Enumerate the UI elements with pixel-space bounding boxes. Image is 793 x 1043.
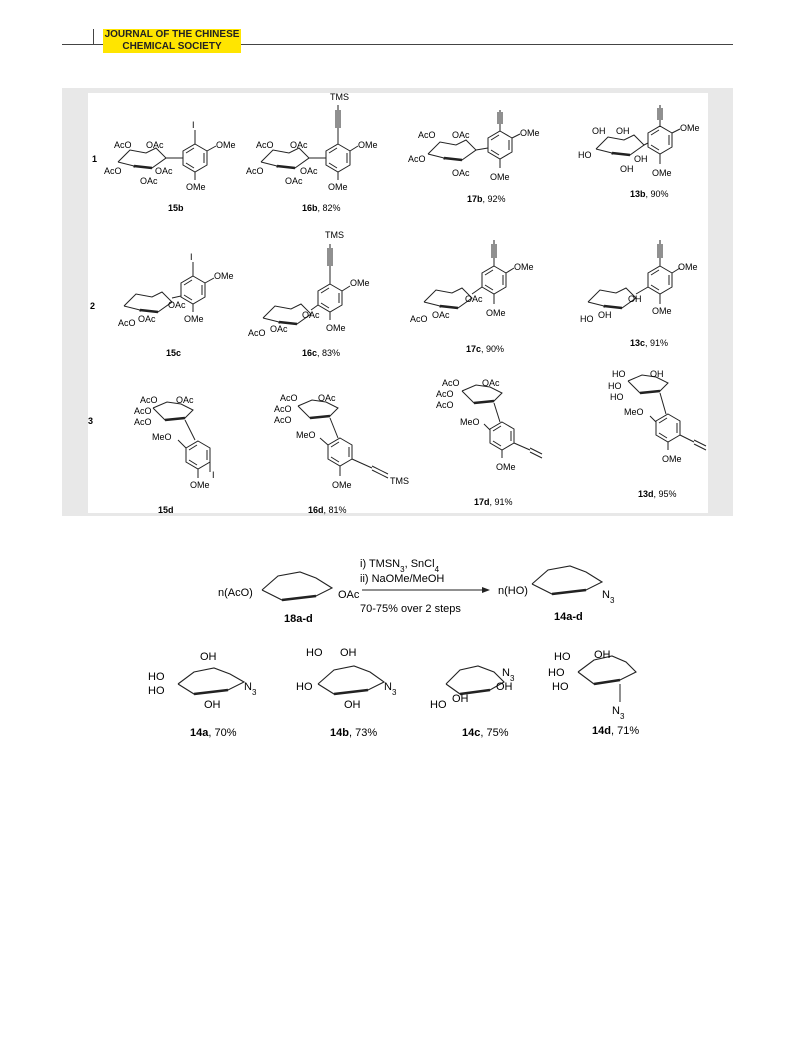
label-OAc: OAc <box>168 300 186 310</box>
compound-15b <box>104 120 236 213</box>
compound-label-14b: 14b, 73% <box>330 727 378 739</box>
label-OAc: OAc <box>302 310 320 320</box>
label-OH: OH <box>616 126 630 136</box>
label-HO: HO <box>554 651 571 663</box>
label-OMe: OMe <box>652 168 672 178</box>
label-TMS: TMS <box>390 476 409 486</box>
compound-label-15c: 15c <box>166 348 182 358</box>
label-OH: OH <box>650 369 664 379</box>
label-HO: HO <box>552 681 569 693</box>
label-OMe: OMe <box>680 123 700 133</box>
label-HO: HO <box>306 647 323 659</box>
label-OMe: OMe <box>350 278 370 288</box>
label-AcO: AcO <box>274 415 292 425</box>
compound-label-17c: 17c, 90% <box>466 344 505 354</box>
reactant-left-group: n(AcO) <box>218 587 253 599</box>
label-OMe: OMe <box>520 128 540 138</box>
product-label: 14a-d <box>554 611 583 623</box>
compound-label-16d: 16d, 81% <box>308 505 347 515</box>
azide-n3: $N_3$ <box>612 705 625 721</box>
label-HO: HO <box>148 671 165 683</box>
label-AcO: AcO <box>436 400 454 410</box>
compound-16c <box>248 230 370 358</box>
label-AcO: AcO <box>134 406 152 416</box>
label-OH: OH <box>634 154 648 164</box>
label-OAc: OAc <box>452 130 470 140</box>
label-OMe: OMe <box>514 262 534 272</box>
label-AcO: AcO <box>104 166 122 176</box>
reactant-label: 18a-d <box>284 613 313 625</box>
label-MeO: MeO <box>460 417 480 427</box>
label-I: I <box>190 252 193 262</box>
compound-16d <box>274 393 409 515</box>
label-OH: OH <box>620 164 634 174</box>
label-AcO: AcO <box>280 393 298 403</box>
label-OMe: OMe <box>358 140 378 150</box>
label-OAc: OAc <box>138 314 156 324</box>
label-HO: HO <box>612 369 626 379</box>
label-OAc: OAc <box>452 168 470 178</box>
row-number-2: 2 <box>90 301 96 311</box>
compound-label-14a: 14a, 70% <box>190 727 237 739</box>
azide-n3: $N_3$ <box>502 667 515 683</box>
label-OMe: OMe <box>678 262 698 272</box>
label-OAc: OAc <box>318 393 336 403</box>
compound-label-15b: 15b <box>168 203 184 213</box>
label-AcO: AcO <box>256 140 274 150</box>
label-OAc: OAc <box>465 294 483 304</box>
label-OAc: OAc <box>140 176 158 186</box>
compound-label-17d: 17d, 91% <box>474 497 513 507</box>
label-OH: OH <box>592 126 606 136</box>
azide-14a <box>148 651 257 739</box>
label-OAc: OAc <box>482 378 500 388</box>
label-HO: HO <box>578 150 592 160</box>
label-OH: OH <box>344 699 361 711</box>
label-HO: HO <box>608 381 622 391</box>
compound-17b <box>408 110 540 204</box>
label-OH: OH <box>628 294 642 304</box>
label-OMe: OMe <box>216 140 236 150</box>
label-MeO: MeO <box>152 432 172 442</box>
compound-17c <box>410 240 534 354</box>
label-OMe: OMe <box>214 271 234 281</box>
label-AcO: AcO <box>410 314 428 324</box>
conditions-step1: i) $TMSN_3$, SnCl$_4$ <box>360 558 440 574</box>
label-HO: HO <box>548 667 565 679</box>
label-OAc: OAc <box>285 176 303 186</box>
journal-title-line1: JOURNAL OF THE CHINESE <box>104 29 240 40</box>
label-AcO: AcO <box>442 378 460 388</box>
compound-label-13c: 13c, 91% <box>630 338 669 348</box>
label-OAc: OAc <box>432 310 450 320</box>
row-number-1: 1 <box>92 154 98 164</box>
compound-15c <box>118 252 234 358</box>
label-AcO: AcO <box>114 140 132 150</box>
product-left-group: n(HO) <box>498 585 528 597</box>
label-OMe: OMe <box>490 172 510 182</box>
label-AcO: AcO <box>274 404 292 414</box>
label-OAc: OAc <box>300 166 318 176</box>
label-HO: HO <box>296 681 313 693</box>
label-HO: HO <box>430 699 447 711</box>
label-MeO: MeO <box>296 430 316 440</box>
label-OMe: OMe <box>184 314 204 324</box>
azide-14c <box>430 666 515 739</box>
compound-label-14c: 14c, 75% <box>462 727 509 739</box>
label-I: I <box>212 470 215 480</box>
compound-label-15d: 15d <box>158 505 174 515</box>
label-OMe: OMe <box>486 308 506 318</box>
label-OH: OH <box>340 647 357 659</box>
azide-n3: $N_3$ <box>244 681 257 697</box>
compound-13d <box>608 369 706 499</box>
label-TMS: TMS <box>330 92 349 102</box>
label-OAc: OAc <box>146 140 164 150</box>
label-OH: OH <box>204 699 221 711</box>
label-HO: HO <box>580 314 594 324</box>
compound-label-16c: 16c, 83% <box>302 348 341 358</box>
label-OMe: OMe <box>186 182 206 192</box>
azide-14b <box>296 647 397 739</box>
label-TMS: TMS <box>325 230 344 240</box>
label-MeO: MeO <box>624 407 644 417</box>
label-AcO: AcO <box>140 395 158 405</box>
reaction-arrow <box>360 558 490 615</box>
label-OH: OH <box>496 681 513 693</box>
product-14a-d <box>498 566 615 623</box>
label-OMe: OMe <box>328 182 348 192</box>
row-number-3: 3 <box>88 416 94 426</box>
label-AcO: AcO <box>408 154 426 164</box>
conditions-step2: ii) NaOMe/MeOH <box>360 573 445 585</box>
label-OMe: OMe <box>326 323 346 333</box>
label-OAc: OAc <box>290 140 308 150</box>
reactant-18a-d <box>218 572 360 625</box>
label-OMe: OMe <box>190 480 210 490</box>
label-OAc: OAc <box>155 166 173 176</box>
compound-13c <box>580 240 698 348</box>
label-HO: HO <box>610 392 624 402</box>
compound-label-17b: 17b, 92% <box>467 194 506 204</box>
label-OH: OH <box>598 310 612 320</box>
label-OH: OH <box>594 649 611 661</box>
label-OMe: OMe <box>652 306 672 316</box>
label-OMe: OMe <box>332 480 352 490</box>
label-OH: OH <box>452 693 469 705</box>
label-OAc: OAc <box>176 395 194 405</box>
journal-title-line2: CHEMICAL SOCIETY <box>122 40 222 52</box>
label-AcO: AcO <box>246 166 264 176</box>
product-right-group: $N_3$ <box>602 589 615 605</box>
label-OMe: OMe <box>496 462 516 472</box>
azide-14d <box>548 649 639 737</box>
label-AcO: AcO <box>248 328 266 338</box>
label-AcO: AcO <box>436 389 454 399</box>
label-OAc: OAc <box>270 324 288 334</box>
compound-15d <box>134 395 215 515</box>
label-I: I <box>192 120 195 130</box>
compound-label-13b: 13b, 90% <box>630 189 669 199</box>
label-HO: HO <box>148 685 165 697</box>
conditions-yield: 70-75% over 2 steps <box>360 603 461 615</box>
compound-16b <box>246 92 378 213</box>
label-OMe: OMe <box>662 454 682 464</box>
compound-17d <box>436 378 542 507</box>
label-AcO: AcO <box>118 318 136 328</box>
reactant-right-group: OAc <box>338 589 360 601</box>
label-AcO: AcO <box>134 417 152 427</box>
label-OH: OH <box>200 651 217 663</box>
compound-label-16b: 16b, 82% <box>302 203 341 213</box>
azide-n3: $N_3$ <box>384 681 397 697</box>
label-AcO: AcO <box>418 130 436 140</box>
azide-reaction-scheme <box>148 558 639 739</box>
compound-label-14d: 14d, 71% <box>592 725 640 737</box>
compound-13b <box>578 105 700 199</box>
compound-label-13d: 13d, 95% <box>638 489 677 499</box>
